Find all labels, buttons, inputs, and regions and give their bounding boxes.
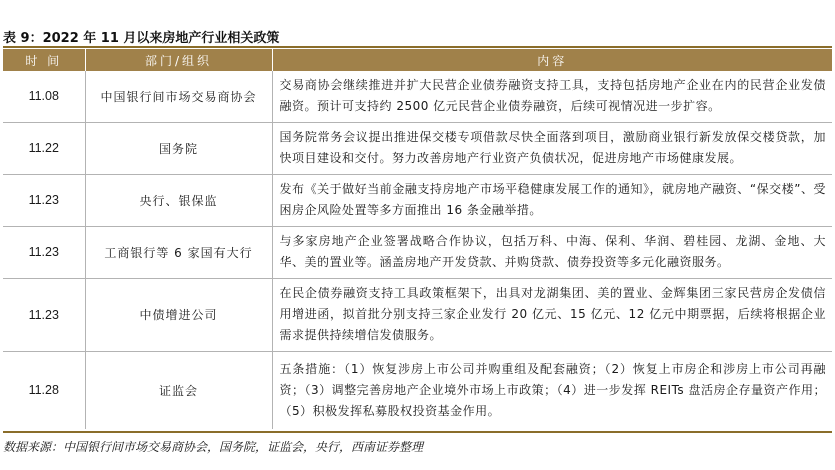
row-time: 11.23 [3,226,85,278]
row-time: 11.28 [28,383,59,398]
table-row [3,174,832,226]
top-rule [3,46,832,48]
table-row [3,351,832,429]
row-dept: 工商银行等 6 家国有大行 [85,226,272,278]
table-title: 表 9：2022 年 11 月以来房地产行业相关政策 [3,31,280,46]
table-row [3,122,832,174]
row-dept: 中债增进公司 [85,278,272,351]
column-header-dept: 部门/组织 [85,49,272,71]
row-dept: 证监会 [85,351,272,429]
row-content: 五条措施：（1）恢复涉房上市公司并购重组及配套融资；（2）恢复上市房企和涉房上市公司再融资；（3）调整完善房地产企业境外市场上市政策；（4）进一步发挥 REITs 盘活房企存量资产作用；（5）积极发挥私募股权投资基金作用。 [272,351,832,429]
data-source-note: 数据来源：中国银行间市场交易商协会，国务院，证监会，央行，西南证券整理 [3,440,424,454]
policy-table [3,49,832,429]
row-dept: 央行、银保监 [85,174,272,226]
table-row [3,278,832,351]
row-time: 11.08 [3,71,85,122]
table-row [3,71,832,122]
row-content: 与多家房地产企业签署战略合作协议，包括万科、中海、保利、华润、碧桂园、龙湖、金地、大华、美的置业等。涵盖房地产开发贷款、并购贷款、债券投资等多元化融资服务。 [272,226,832,278]
row-content: 发布《关于做好当前金融支持房地产市场平稳健康发展工作的通知》，就房地产融资、“保交楼”、受困房企风险处置等多方面推出 16 条金融举措。 [272,174,832,226]
row-time: 11.22 [3,122,85,174]
column-header-time: 时 间 [3,49,85,71]
row-content: 国务院常务会议提出推进保交楼专项借款尽快全面落到项目，激励商业银行新发放保交楼贷款，加快项目建设和交付。努力改善房地产行业资产负债状况，促进房地产市场健康发展。 [272,122,832,174]
column-header-content: 内容 [272,49,832,71]
bottom-rule [3,431,832,433]
row-time: 11.23 [3,278,85,351]
table-row [3,226,832,278]
row-content: 交易商协会继续推进并扩大民营企业债券融资支持工具，支持包括房地产企业在内的民营企业发债融资。预计可支持约 2500 亿元民营企业债券融资，后续可视情况进一步扩容。 [272,71,832,122]
row-dept: 中国银行间市场交易商协会 [85,71,272,122]
row-dept: 国务院 [85,122,272,174]
row-content: 在民企债券融资支持工具政策框架下，出具对龙湖集团、美的置业、金辉集团三家民营房企发债信用增进函，拟首批分别支持三家企业发行 20 亿元、15 亿元、12 亿元中期票据，后续将根据企业需求提供持续增信发债服务。 [272,278,832,351]
row-time: 11.23 [3,174,85,226]
header-row [3,49,832,71]
